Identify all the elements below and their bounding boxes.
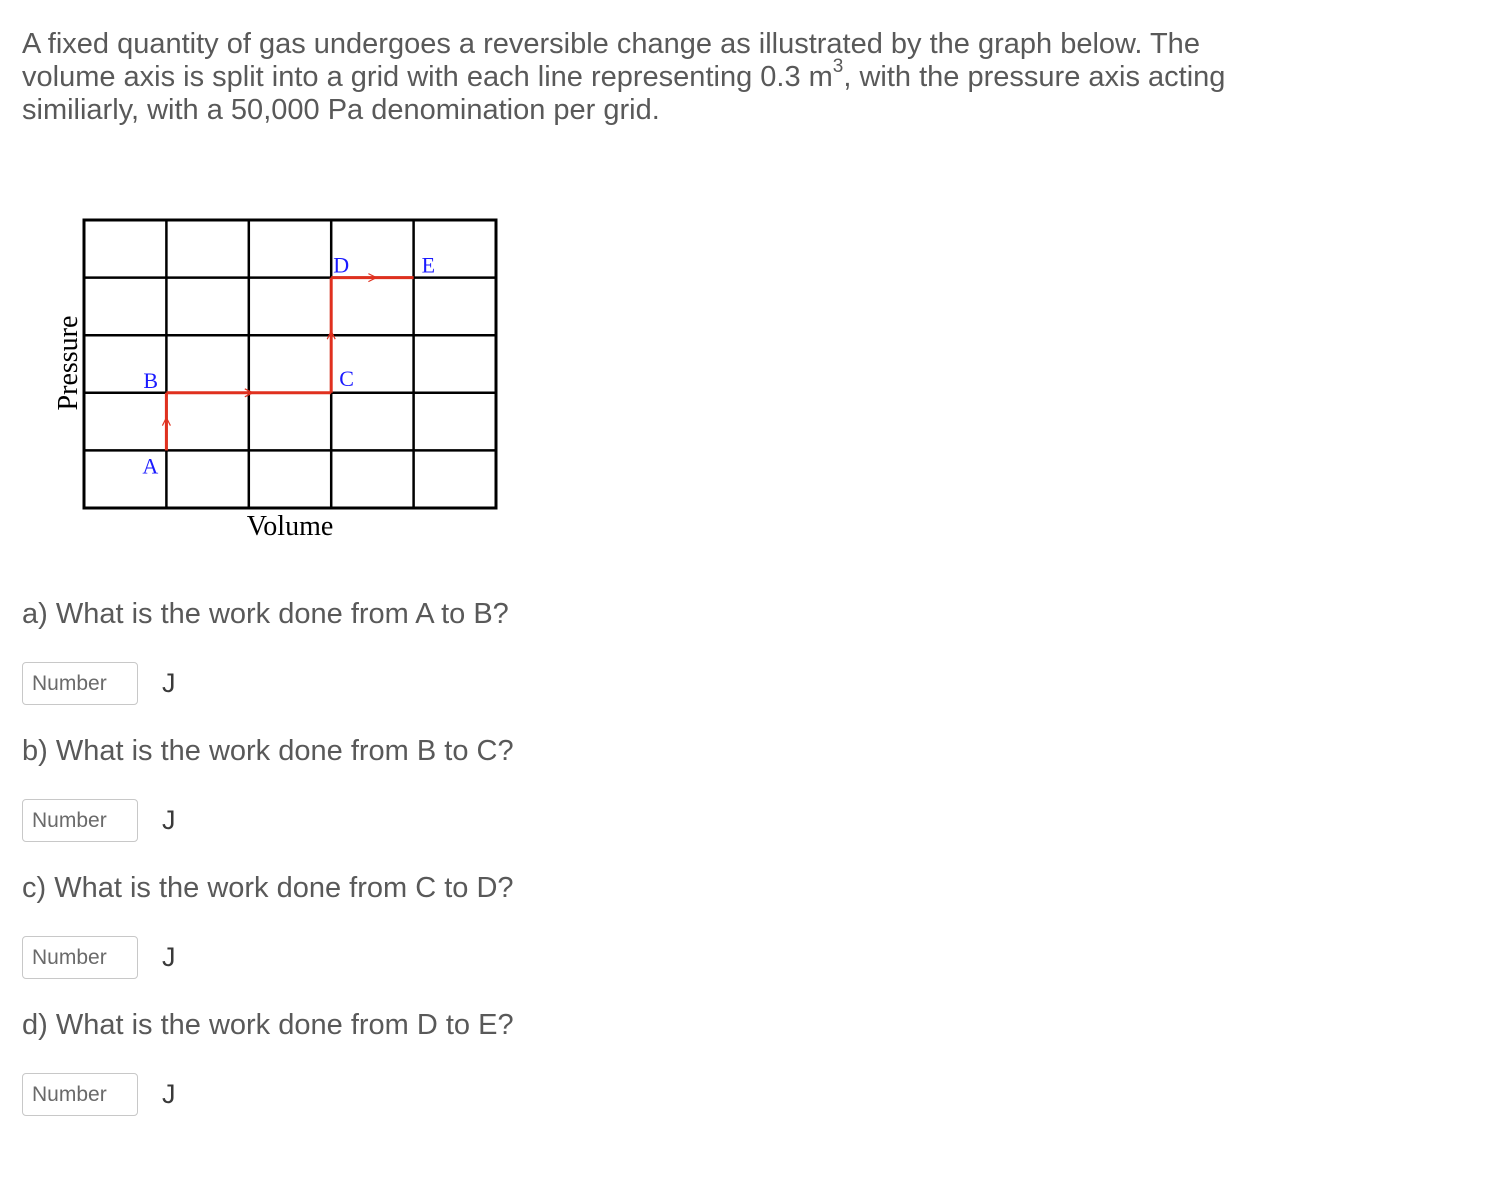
question-b: b) What is the work done from B to C? — [22, 735, 514, 767]
problem-line-1: A fixed quantity of gas undergoes a reversible change as illustrated by the graph below. The — [22, 28, 1200, 60]
answer-row-d — [22, 1073, 176, 1116]
y-axis-label: Pressure — [53, 315, 84, 411]
answer-c-input[interactable] — [22, 936, 138, 979]
point-label-c: C — [339, 365, 354, 391]
answer-row-b — [22, 799, 176, 842]
answer-d-input[interactable] — [22, 1073, 138, 1116]
point-label-e: E — [421, 252, 436, 278]
pv-diagram — [40, 205, 520, 550]
pv-diagram-svg — [40, 205, 520, 550]
point-labels — [142, 253, 435, 479]
answer-c-unit: J — [162, 942, 176, 972]
answer-row-a — [22, 662, 176, 705]
problem-line-2-end: , with the pressure axis acting — [843, 61, 1226, 93]
problem-statement — [22, 28, 1322, 127]
question-d: d) What is the work done from D to E? — [22, 1009, 514, 1041]
answer-b-input[interactable] — [22, 799, 138, 842]
answer-d-unit: J — [162, 1079, 176, 1109]
x-axis-label: Volume — [246, 511, 334, 542]
problem-line-2 — [22, 55, 1322, 94]
problem-line-2-start: volume axis is split into a grid with each line representing 0.3 m — [22, 61, 833, 93]
point-label-a: A — [142, 453, 159, 479]
problem-line-3: similiarly, with a 50,000 Pa denomination per grid. — [22, 94, 660, 126]
process-path — [162, 274, 413, 451]
answer-a-unit: J — [162, 668, 176, 698]
question-a: a) What is the work done from A to B? — [22, 598, 509, 630]
cubic-superscript: 3 — [832, 55, 844, 77]
answer-row-c — [22, 936, 176, 979]
point-label-b: B — [143, 367, 159, 393]
point-label-d: D — [333, 252, 350, 278]
question-c: c) What is the work done from C to D? — [22, 872, 514, 904]
answer-b-unit: J — [162, 805, 176, 835]
answer-a-input[interactable] — [22, 662, 138, 705]
